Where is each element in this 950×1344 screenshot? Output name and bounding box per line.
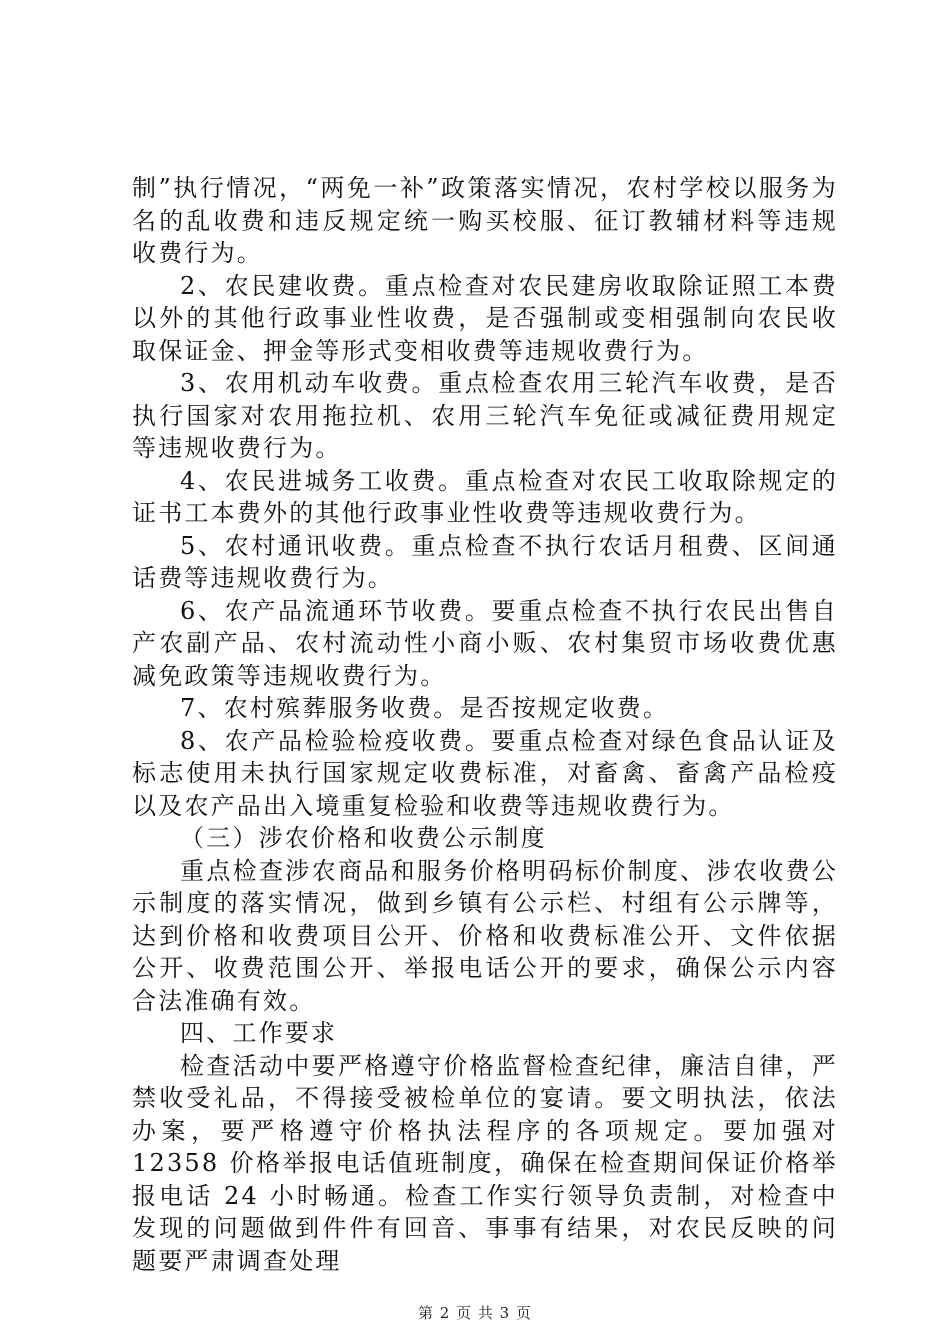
paragraph-item-4: 4、农民进城务工收费。重点检查对农民工收取除规定的证书工本费外的其他行政事业性收费等违规收费行为。 (132, 466, 838, 527)
paragraph-disclosure: 重点检查涉农商品和服务价格明码标价制度、涉农收费公示制度的落实情况，做到乡镇有公示栏、村组有公示牌等，达到价格和收费项目公开、价格和收费标准公开、文件依据公开、收费范围公开、举报电话公开的要求，确保公示内容合法准确有效。 (132, 856, 838, 1015)
paragraph-item-5: 5、农村通讯收费。重点检查不执行农话月租费、区间通话费等违规收费行为。 (132, 531, 838, 592)
paragraph-item-8: 8、农产品检验检疫收费。要重点检查对绿色食品认证及标志使用未执行国家规定收费标准，对畜禽、畜禽产品检疫以及农产品出入境重复检验和收费等违规收费行为。 (132, 726, 838, 820)
paragraph-item-2: 2、农民建收费。重点检查对农民建房收取除证照工本费以外的其他行政事业性收费，是否强制或变相强制向农民收取保证金、押金等形式变相收费等违规收费行为。 (132, 271, 838, 365)
paragraph-item-6: 6、农产品流通环节收费。要重点检查不执行农民出售自产农副产品、农村流动性小商小贩、农村集贸市场收费优惠减免政策等违规收费行为。 (132, 596, 838, 690)
page-number-footer: 第 2 页 共 3 页 (418, 1304, 532, 1322)
paragraph-item-3: 3、农用机动车收费。重点检查农用三轮汽车收费，是否执行国家对农用拖拉机、农用三轮汽车免征或减征费用规定等违规收费行为。 (132, 369, 838, 462)
paragraph-continuation: 制”执行情况，“两免一补”政策落实情况，农村学校以服务为名的乱收费和违反规定统一购买校服、征订教辅材料等违规收费行为。 (132, 174, 838, 267)
paragraph-requirements: 检查活动中要严格遵守价格监督检查纪律，廉洁自律，严禁收受礼品，不得接受被检单位的宴请。要文明执法，依法办案，要严格遵守价格执法程序的各项规定。要加强对 12358 价格举报电话值班制度，确保在检查期间保证价格举报电话 24 小时畅通。检查工作实行领导负责制，对检查中发现的问题做到件件有回音、事事有结果，对农民反映的问题要严肃调查处理 (132, 1051, 838, 1275)
document-body (132, 172, 838, 1277)
section-heading-3: （三）涉农价格和收费公示制度 (180, 824, 547, 852)
section-heading-4: 四、工作要求 (180, 1019, 338, 1047)
paragraph-item-7: 7、农村殡葬服务收费。是否按规定收费。 (180, 694, 670, 722)
